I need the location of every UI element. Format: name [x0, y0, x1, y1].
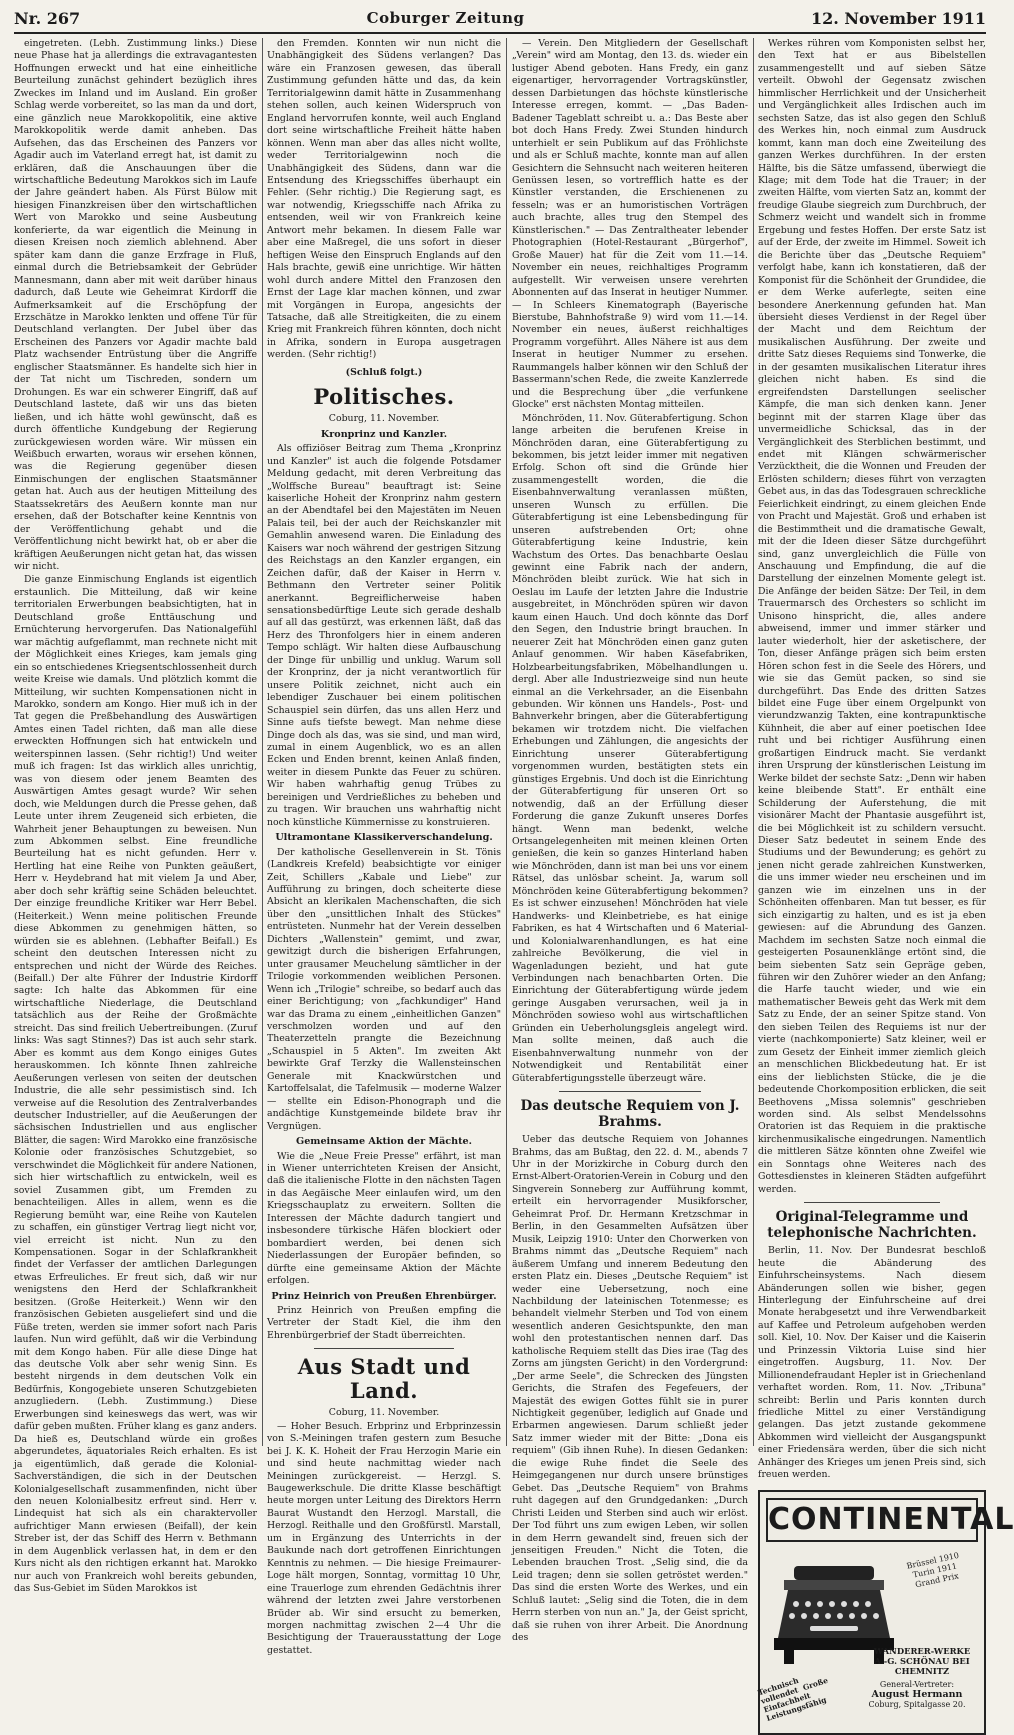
continental-advertisement	[756, 1490, 1014, 1735]
column-1	[14, 38, 257, 1595]
ad-side-note: Technisch vollendet Große Einfachheit Leistungsfähig	[756, 1675, 830, 1723]
column-4	[756, 38, 1014, 1723]
ad-contact	[862, 1680, 972, 1710]
article-paragraph: Die ganze Einmischung Englands ist eigentlich erstaunlich. Die Mitteilung, daß wir keine territorialen Erwerbungen beabsichtigten, hat in Deutschland große Enttäuschung und Ernüchterung hervorgerufen. Das Nationalgefühl war mächtig aufgeflammt, man rechnete nicht mit der Möglichkeit eines Krieges, kam jemals ging ein so entschiedenes Kriegsentschlossenheit durch weite Kreise wie damals. Und plötzlich kommt die Mitteilung, wir suchten Kompensationen nicht in Marokko, sondern am Kongo. Hier muß ich in der Tat gegen die Preßbehandlung des Auswärtigen Amtes einen Tadel richten, daß man alle diese erweckten Hoffnungen sich hat entwickeln und weiterspinnen lassen. (Sehr richtig!) Und weiter muß ich fragen: Ist das wirklich alles unrichtig, was von diesem oder jenem Beamten des Auswärtigen Amtes gesagt wurde? Wir sehen doch, wie Meldungen durch die Presse gehen, daß Leute unter ihrem Zeugeneid sich erbieten, die Wahrheit jener Behauptungen zu beweisen. Nun zum Abkommen selbst. Eine freundliche Beurteilung hat es nicht gefunden. Herr v. Hertling hat eine Reihe von Punkten geäußert, Herr v. Heydebrand hat mit vielem Ja und Aber, aber doch sehr kräftig seine Schäden beleuchtet. Der einzige freundliche Kritiker war Herr Bebel. (Heiterkeit.) Wenn meine politischen Freunde diese Abkommen zu genehmigen hätten, so würden sie es ablehnen. (Lebhafter Beifall.) Es scheint den deutschen Interessen nicht zu entsprechen und nicht der Würde des Reiches. (Beifall.) Der alte Führer der Industrie Kirdorff sagte: Ich halte das Abkommen für eine wirtschaftliche Niederlage, die Deutschland tatsächlich aus der Reihe der Großmächte streicht. Das sind freilich Uebertreibungen. (Zuruf links: Was sagt Stinnes?) Das ist auch sehr stark. Aber es kommt aus dem Kongo einiges Gutes herauskommen. Ich könnte Ihnen zahlreiche Aeußerungen verlesen von seiten der deutschen Industrie, die alle sehr pessimistisch sind. Ich verweise auf die Resolution des Zentralverbandes deutscher Industrieller, auf die Aeußerungen der sächsischen Industriellen und aus englischer Blätter, die sagen: Wird Marokko eine französische Kolonie oder französisches Schutzgebiet, so verschwindet die Möglichkeit für andere Nationen, sich hier wirtschaftlich zu entwickeln, weil es soviel Zusammen gibt, um Fremden zu benachteiligen. Alles in allem, wenn es die Regierung bemüht war, eine Reihe von Kautelen zu schaffen, ein günstiger Vertrag liegt nicht vor, viel erreicht ist nicht. Nun zu den Kompensationen. Sogar in der Schlafkrankheit findet der Verfasser der amtlichen Darlegungen etwas Erfreuliches. Er freut sich, daß wir nur wenigstens den Herd der Schlafkrankheit besitzen. (Große Heiterkeit.) Wenn wir den französischen Gebieten ausgeliefert sind und die Füße treten, werden sie immer sofort nach Paris laufen. Nun wird gefühlt, daß wir die Verbindung mit dem Kongo haben. Für alle diese Dinge hat das deutsche Volk aber sehr wenig Sinn. Es besteht nirgends in dem deutschen Volk ein Bedürfnis, Kongogebiete unseren Schutzgebieten anzugliedern. (Lebh. Zustimmung.) Diese Erwerbungen sind keineswegs das wert, was wir dafür geben mußten. Früher klang es ganz anders. Da hieß es, Deutschland würde ein großes abgerundetes, äquatoriales Reich erhalten. Es ist ja eigentümlich, daß gerade die Kolonial-Sachverständigen, die sich in der Deutschen Kolonialgesellschaft zusammenfinden, nicht über den neuen Kolonialbesitz erfreut sind. Herr v. Lindequist hat sich als ein charaktervoller aufrichtiger Mann erwiesen (Beifall), der kein Streber ist, der das Schiff des Herrn v. Bethmann in dem Augenblick verlassen hat, in dem er den Kurs nicht als den richtigen erkannt hat. Marokko nur auch von Frankreich wohl bereits gebunden, das Sus-Gebiet im Süden Marokkos ist	[14, 574, 257, 1595]
requiem-heading: Das deutsche Requiem von J. Brahms.	[520, 1098, 740, 1131]
column-divider	[753, 38, 754, 1446]
article-paragraph: Berlin, 11. Nov. Der Bundesrat beschloß heute die Abänderung des Einfuhrscheinsystems. Nach diesem Abänderungen sollen wie bisher, gegen Hinterlegung der Einfuhrscheine auf drei Monate herabgesetzt und ihre Verwendbarkeit auf Kaffee und Petroleum aufgehoben werden soll. Kiel, 10. Nov. Der Kaiser und die Kaiserin und Prinzessin Viktoria Luise sind hier eingetroffen. Augsburg, 11. Nov. Der Millionendefraudant Hepler ist in Griechenland verhaftet worden. Rom, 11. Nov. „Tribuna" schreibt: Berlin und Paris konnten durch friedliche Mittel zu einer Verständigung gelangen. Das jetzt zustande gekommene Abkommen wird vielleicht der Ausgangspunkt einer Friedensära werden, über die sich nicht Anhänger des Krieges um jenen Preis sind, sich freuen werden.	[758, 1245, 986, 1481]
section-rule	[314, 1348, 454, 1349]
article-paragraph: Werkes rühren vom Komponisten selbst her, den Text hat er aus Bibelstellen zusammengestellt und auf sieben Sätze verteilt. Obwohl der Gegensatz zwischen himmlischer Herrlichkeit und der Unsicherheit und Vergänglichkeit alles Irdischen auch im sechsten Satze, das ist also gegen den Schluß des Werkes hin, noch einmal zum Ausdruck kommt, kann man doch eine Zweiteilung des ganzen Werkes durchführen. In der ersten Hälfte, bis die Sätze umfassend, überwiegt die Klage; mit dem Tode hat die Trauer; in der zweiten Hälfte, vom vierten Satz an, kommt der freudige Glaube siegreich zum Durchbruch, der Schmerz weicht und wandelt sich in fromme Ergebung und festes Hoffen. Der erste Satz ist auf der Erde, der zweite im Himmel. Soweit ich die Berichte über das „Deutsche Requiem" verfolgt habe, kann ich konstatieren, daß der Komponist für die Schönheit der Grundidee, die er dem Werke auferlegte, seiten eine besondere Anerkennung gefunden hat. Man übersieht dieses Verdienst in der Regel über der Macht und dem Reichtum der musikalischen Ausführung. Der zweite und dritte Satz dieses Requiems sind Tonwerke, die in der gesamten musikalischen Literatur ihres gleichen nicht haben. Es sind die ergreifendsten Darstellungen seelischer Kämpfe, die man sich denken kann. Jener beginnt mit der starren Klage über das unvermeidliche Schicksal, das in der Vergänglichkeit des Sterblichen bestimmt, und endet mit Klängen schwärmerischer Verzücktheit, die die Wonnen und Freuden der Erlösten schildern; dieses führt von verzagten Gebet aus, in das das Todesgrauen schreckliche Feierlichkeit eindringt, zu einem gleichen Ende von Pracht und Majestät. Groß und erhaben ist die Bestimmtheit und die dramatische Gewalt, mit der die Ideen dieser Sätze durchgeführt sind, ganz unvergleichlich die Fülle von Anschauung und Empfindung, die auf die Darstellung der einzelnen Momente gelegt ist. Die Anfänge der beiden Sätze: Der Teil, in dem Trauermarsch des Orchesters so schlicht im Unisono hinspricht, die, alles andere abweisend, immer und immer stärker und lauter wiederholt, hier der asketischere, der Ton, dieser Anfänge prägen sich beim ersten Hören schon fest in die Seele des Hörers, und wie sie das Gemüt packen, so sind sie durchgeführt. Das Ende des dritten Satzes bildet eine Fuge über einem Orgelpunkt von vierundzwanzig Takten, eine kontrapunktische Kühnheit, die aber auf einer poetischen Idee ruht und bei richtiger Ausführung einen großartigen Eindruck macht. Sie verdankt ihren Ursprung der künstlerischen Leistung im Werke bildet der sechste Satz: „Denn wir haben keine bleibende Statt". Er enthält eine Schilderung der Auferstehung, die mit visionärer Macht der Phantasie ausgeführt ist, die bei Möglichkeit ist zu schildern versucht. Dieser Satz bedeutet in seinem Ende des Studiums und der Bewunderung; es gehört zu jenen nicht gerade zahlreichen Kunstwerken, die uns immer wieder neu erscheinen und im ganzen wie im einzelnen uns in der Schönheiten offenbaren. Man tut besser, es für sich einzigartig zu halten, und es ist ja eben gewiesen: auf die Abrundung des Ganzen. Machdem im sechsten Satze noch einmal die gesteigerten Posaunenklänge ertönt sind, die beim siebenten Satz sein Gepräge geben, führen wir den Zuhörer wieder an den Anfang; die Harfe taucht wieder, und wie ein mathematischer Beweis geht das Werk mit dem Satz zu Ende, der an seiner Spitze stand. Von den sieben Teilen des Requiems ist nur der vierte (nachkomponierte) Satz kleiner, weil er zum Gesetz der Einheit immer ziemlich gleich an menschlichen Blickbedeutung hat. Er ist eins der lieblichsten Stücke, die je die bedeutende Chorkomposition erblicken, die seit Beethovens „Missa solemnis" geschrieben worden sind. Als selbst Mendelssohns Oratorien ist das Requiem in die praktische kirchenmusikalische eingedrungen. Namentlich die mittleren Sätze könnten ohne Zweifel wie ein Sonntags ohne Weiteres nach des Gottesdienstes in kleineren Städten aufgeführt werden.	[758, 38, 986, 1195]
article-paragraph: Als offiziöser Beitrag zum Thema „Kronprinz und Kanzler" ist auch die folgende Potsdamer Meldung gedacht, mit deren Verbreitung das „Wolffsche Bureau" beauftragt ist: Seine kaiserliche Hoheit der Kronprinz nahm gestern an der Abendtafel bei den Majestäten im Neuen Palais teil, bei der auch der Reichskanzler mit Gemahlin anwesend waren. Die Einladung des Kaisers war noch während der gestrigen Sitzung des Reichstags an den Kanzler ergangen, ein Zeichen dafür, daß der Kaiser in Herrn v. Bethmann den Vertreter seiner Politik anerkannt. Begreiflicherweise haben sensationsbedürftige Leute sich gerade deshalb auf all das gestürzt, was erkennen läßt, daß das Herz des Thronfolgers hier in einem anderen Tempo schlägt. Wir halten diese Aufbauschung der Dinge für unbillig und unklug. Warum soll der Kronprinz, der ja nicht verantwortlich für unsere Politik zeichnet, nicht auch ein lebendiger Zuschauer bei einem politischen Schauspiel sein dürfen, das uns allen Herz und Sinne aufs tiefste bewegt. Man nehme diese Dinge doch als das, was sie sind, und man wird, zumal in einem Augenblick, wo es an allen Ecken und Enden brennt, keinen Anlaß finden, weiter in diesem Punkte das Feuer zu schüren. Wir haben wahrhaftig genug Trübes zu bereinigen und Verdrießliches zu beheben und zu tragen. Wir brauchen uns wahrhaftig nicht noch künstliche Kümmernisse zu konstruieren.	[267, 443, 501, 828]
masthead-rule	[14, 32, 986, 34]
section-rule	[559, 1091, 701, 1092]
article-paragraph: eingetreten. (Lebh. Zustimmung links.) Diese neue Phase hat ja allerdings die extravagantesten Hoffnungen erweckt und hat eine einheitliche Beurteilung zunächst gehindert bezüglich ihres Zweckes im Inland und im Ausland. Ein großer Schlag werde vorbereitet, so las man da und dort, eine gänzlich neue Marokkopolitik, eine aktive Marokkopolitik werde damit anheben. Das Aufsehen, das das Erscheinen des Panzers vor Agadir auch im Vaterland erregt hat, ist damit zu erklären, daß die Anschauungen über die wirtschaftliche Bedeutung Marokkos sich im Laufe der Jahre geändert haben. Als Fürst Bülow mit hiesigen Finanzkreisen über den wirtschaftlichen Wert von Marokko und seine Ausbeutung konferierte, da war eigentlich die Meinung in diesen Kreisen noch ziemlich ablehnend. Aber später kam dann die ganze Erzfrage in Fluß, einmal durch die Betriebsamkeit der Gebrüder Mannesmann, dann aber mit weit darüber hinaus dadurch, daß Leute wie Geheimrat Kirdorff die Aufmerksamkeit auf die Erschöpfung der Erzschätze in Marokko lenkten und offene Tür für Deutschland verlangten. Der Jubel über das Erscheinen des Panzers vor Agadir machte bald Platz wachsender Entrüstung über die Angriffe englischer Staatsmänner. Es handelte sich hier in der Tat nicht um Tischreden, sondern um Drohungen. Es war ein schwerer Eingriff, daß auf Deutschland lastete, daß wir uns das bieten ließen, und ich hätte wohl gewünscht, daß es durch öffentliche Kundgebung der Regierung zurückgewiesen worden wäre. Wir müssen ein Weißbuch erwarten, woraus wir ersehen können, was die Regierung gegenüber diesen Einmischungen der englischen Staatsmänner getan hat. Auch aus der heutigen Mitteilung des Staatssekretärs des Aeußern konnte man nur ersehen, daß der Botschafter keine Kenntnis von der Veröffentlichung gehabt und die Veröffentlichung nicht bewirkt hat, ob er aber die kräftigen Aeußerungen nicht getan hat, das wissen wir nicht.	[14, 38, 257, 573]
article-paragraph: Mönchröden, 11. Nov. Güterabfertigung. Schon lange arbeiten die berufenen Kreise in Mönchröden daran, eine Güterabfertigung zu bekommen, bis jetzt leider immer mit negativen Erfolg. Schon oft sind die Gründe hier zusammengestellt worden, die die Eisenbahnverwaltung veranlassen müßten, unseren Wunsch zu erfüllen. Die Güterabfertigung ist eine Lebensbedingung für unseren aufstrebenden Ort; ohne Güterabfertigung keine Industrie, kein Wachstum des Ortes. Das benachbarte Oeslau gewinnt eine Fabrik nach der andern, Mönchröden bleibt zurück. Wie hat sich in Oeslau im Laufe der letzten Jahre die Industrie ausgebreitet, in Mönchröden spüren wir davon kaum einen Hauch. Und doch könnte das Dorf den Segen, den Industrie bringt brauchen. In neuerer Zeit hat Mönchröden einen ganz guten Anlauf genommen. Wir haben Käsefabriken, Holzbearbeitungsfabriken, Möbelhandlungen u. dergl. Aber alle Industriezweige sind nun heute einmal an die Verkehrsader, an die Eisenbahn gebunden. Wir können uns Handels-, Post- und Bahnverkehr bringen, aber die Güterabfertigung bekamen wir trotzdem nicht. Die vielfachen Erhebungen und Zählungen, die angesichts der Einrichtung unserer Güterabfertigung vorgenommen wurden, bestätigten stets ein günstiges Ergebnis. Und doch ist die Einrichtung der Güterabfertigung für unseren Ort so notwendig, daß an der Erfüllung dieser Forderung die ganze Zukunft unseres Dorfes hängt. Wenn man bedenkt, welche Ortsangelegenheiten mit meinen kleinen Orten genießen, die kein so ganzes Hinterland haben wie Mönchröden, dann ist man bei uns vor einem Rätsel, das unlösbar scheint. Ja, warum soll Mönchröden keine Güterabfertigung bekommen? Es ist schwer einzusehen! Mönchröden hat viele Handwerks- und Kleinbetriebe, es hat einige Fabriken, es hat 4 Wirtschaften und 6 Material- und Kolonialwarenhandlungen, es hat eine zahlreiche Bevölkerung, die viel in Wagenladungen bezieht, und hat gute Verbindungen nach benachbarten Orten. Die Einrichtung der Güterabfertigung würde jedem geringe Ausgaben verursachen, weil ja in Mönchröden sowieso wohl aus wirtschaftlichen Gründen ein Ueberholungsgleis angelegt wird. Man sollte meinen, daß auch die Eisenbahnverwaltung nunmehr von der Notwendigkeit und Rentabilität einer Güterabfertigungsstelle überzeugt wäre.	[512, 412, 748, 1084]
ad-brand: CONTINENTAL	[766, 1498, 978, 1542]
telegram-heading: Original-Telegramme und telephonische Nachrichten.	[767, 1209, 977, 1242]
article-paragraph: Ueber das deutsche Requiem von Johannes Brahms, das am Bußtag, den 22. d. M., abends 7 Uhr in der Morizkirche in Coburg durch den Ernst-Albert-Oratorien-Verein in Coburg und den Singverein Sonneberg zur Aufführung kommt, erteilt ein hervorragender Musikforscher, Geheimrat Prof. Dr. Hermann Kretzschmar in Berlin, in den Gesammelten Aufsätzen über Musik, Leipzig 1910: Unter den Chorwerken von Brahms nimmt das „Deutsche Requiem" nach äußerem Umfang und innerem Bedeutung den ersten Platz ein. Dieses „Deutsche Requiem" ist weder eine Uebersetzung, noch eine Nachbildung der lateinischen Totenmesse; es behandelt vielmehr Sterben und Tod von einem wesentlich anderen Gesichtspunkte, den man wohl den protestantischen nennen darf. Das katholische Requiem stellt das Dies irae (Tag des Zorns am jüngsten Gericht) in den Vordergrund: „Der arme Seele", die Schrecken des Jüngsten Gerichts, die Strafen des Fegefeuers, der Majestät des ewigen Gottes fühlt sie in purer Nichtigkeit gegenüber, lediglich auf Gnade und Erbarmen angewiesen. Darum schließt jeder Satz immer wieder mit der Bitte: „Dona eis requiem" (Gib ihnen Ruhe). In diesen Gedanken: die ewige Ruhe findet die Seele des Heimgegangenen nur durch unsere brünstiges Gebet. Das „Deutsche Requiem" von Brahms ruht dagegen auf den Grundgedanken: „Durch Christi Leiden und Sterben sind auch wir erlöst. Der Tod führt uns zum ewigen Leben, wir sollen in dem Herrn gewandelt sind, freuen sich der jenseitigen Freuden." Nicht die Toten, die Lebenden brauchen Trost. „Selig sind, die da Leid tragen; denn sie sollen getröstet werden." Das sind die ersten Worte des Werkes, und ein Schluß lautet: „Selig sind die Toten, die in dem Herrn sterben von nun an." Ja, der Geist spricht, daß sie ruhen von ihrer Arbeit. Die Anordnung des	[512, 1134, 748, 1644]
column-divider	[262, 38, 263, 1446]
masthead	[14, 6, 986, 30]
issue-number: Nr. 267	[14, 8, 81, 28]
ad-rep-name: August Hermann	[871, 1688, 963, 1700]
article-paragraph: Wie die „Neue Freie Presse" erfährt, ist man in Wiener unterrichteten Kreisen der Ansicht, daß die italienische Flotte in den nächsten Tagen in das Aegäische Meer einlaufen wird, um den Kriegsschauplatz zu erweitern. Sollten die Interessen der Mächte dadurch tangiert und insbesondere türkische Häfen blockiert oder bombardiert werden, bei denen sich Niederlassungen der Europäer befinden, so dürfte eine gemeinsame Aktion der Mächte erfolgen.	[267, 1150, 501, 1287]
column-divider	[506, 38, 507, 1446]
column-2	[267, 38, 501, 1656]
section-rule	[804, 1202, 941, 1203]
ad-rep-label: General-Vertreter:	[879, 1679, 955, 1689]
article-paragraph: — Verein. Den Mitgliedern der Gesellschaft „Verein" wird am Montag, den 13. ds. wieder ein lustiger Abend geboten. Hans Fredy, ein ganz eigenartiger, hervorragender Vortragskünstler, dessen Darbietungen das höchste künstlerische Interesse erregen, kommt. — „Das Baden-Badener Tageblatt schreibt u. a.: Das Beste aber bot doch Hans Fredy. Zwei Stunden hindurch unterhielt er sein Publikum auf das Fröhlichste und als er Schluß machte, konnte man auf allen Gesichtern die Sehnsucht nach weiteren heiteren Genüssen lesen, so vortrefflich hatte es der Künstler verstanden, die Erschienenen zu fesseln; was er an humoristischen Vorträgen auch brachte, alles trug den Stempel des Künstlerischen." — Das Zentraltheater lebender Photographien (Hotel-Restaurant „Bürgerhof", Große Mauer) hat für die Zeit vom 11.—14. November ein neues, reichhaltiges Programm aufgestellt. Wir verweisen unsere verehrten Abonnenten auf das Inserat in heutiger Nummer. — In Schleers Kinematograph (Bayerische Bierstube, Bahnhofstraße 9) wird vom 11.—14. November ein neues, äußerst reichhaltiges Programm vorgeführt. Alles Nähere ist aus dem Inserat in heutiger Nummer zu ersehen. Raummangels halber können wir den Schluß der Bassermann'schen Rede, die zweite Kanzlerrede und die Besprechung über „die verfunkene Glocke" erst nächsten Montag mitteilen.	[512, 38, 748, 411]
ad-body	[756, 1542, 978, 1727]
paper-name: Coburger Zeitung	[366, 9, 525, 27]
article-paragraph: — Hoher Besuch. Erbprinz und Erbprinzessin von S.-Meiningen trafen gestern zum Besuche bei J. K. K. Hoheit der Frau Herzogin Marie ein und sind heute nachmittag wieder nach Meiningen zurückgereist. — Herzgl. S. Baugewerkschule. Die dritte Klasse beschäftigt heute morgen unter Leitung des Direktors Herrn Baurat Wustandt den Herzogl. Marstall, die Herzogl. Reithalle und den Großfürstl. Marstall, um in Ergänzung des Unterrichts in der Baukunde nach dort getroffenen Einrichtungen Kenntnis zu nehmen. — Die hiesige Freimaurer-Loge hält morgen, Sonntag, vormittag 10 Uhr, eine Trauerloge zum ehrenden Gedächtnis ihrer während der letzten zwei Jahre verstorbenen Brüder ab. Wir sind ersucht zu bemerken, morgen nachmittag zwischen 2—4 Uhr die Besichtigung der Trauerausstattung der Loge gestattet.	[267, 1420, 501, 1656]
column-3	[512, 38, 748, 1644]
ad-maker: WANDERER-WERKE A.-G. SCHÖNAU BEI CHEMNITZ	[873, 1645, 971, 1676]
local-dateline: Coburg, 11. November.	[328, 1407, 440, 1419]
subheading-powers: Gemeinsame Aktion der Mächte.	[296, 1136, 472, 1148]
ad-rep-address: Coburg, Spitalgasse 20.	[868, 1699, 966, 1709]
article-paragraph: Der katholische Gesellenverein in St. Tönis (Landkreis Krefeld) beabsichtigte vor einiger Zeit, Schillers „Kabale und Liebe" zur Aufführung zu bringen, doch scheiterte diese Absicht an klerikalen Machenschaften, die sich über den „unsittlichen Inhalt des Stückes" entrüsteten. Nunmehr hat der Verein desselben Dichters „Wallenstein" gemimt, und zwar, gewitzigt durch die bisherigen Erfahrungen, unter grausamer Meuchelung sämtlicher in der Trilogie vorkommenden weiblichen Personen. Wenn ich „Trilogie" schreibe, so bedarf auch das einer Berichtigung; von „fachkundiger" Hand war das Drama zu einem „einheitlichen Ganzen" verschmolzen worden und auf den Theaterzetteln prangte die Bezeichnung „Schauspiel in 5 Akten". Im zweiten Akt bewirkte Graf Terzky die Wallensteinschen Generale mit Knackwürstchen und Kartoffelsalat, die Tafelmusik — moderne Walzer — stellte ein Edison-Phonograph und die andächtige Kunstgemeinde bildete brav ihr Vergnügen.	[267, 846, 501, 1132]
article-paragraph: Prinz Heinrich von Preußen empfing die Vertreter der Stadt Kiel, die ihm den Ehrenbürgerbrief der Stadt überreichten.	[267, 1304, 501, 1341]
subheading-prince-heinrich: Prinz Heinrich von Preußen Ehrenbürger.	[271, 1290, 497, 1302]
local-news-heading: Aus Stadt und Land.	[297, 1354, 471, 1404]
politics-dateline: Coburg, 11. November.	[328, 413, 440, 425]
politics-heading: Politisches.	[313, 384, 455, 410]
subheading-classics: Ultramontane Klassikerverschandelung.	[275, 832, 493, 844]
issue-date: 12. November 1911	[810, 8, 986, 28]
ad-award: Brüssel 1910 Turin 1911 Grand Prix	[905, 1550, 960, 1590]
continued-note: (Schluß folgt.)	[345, 366, 423, 378]
subheading-crown-prince: Kronprinz und Kanzler.	[320, 428, 448, 440]
article-paragraph: den Fremden. Konnten wir nun nicht die Unabhängigkeit des Südens verlangen? Das wäre ein Franzosen gewesen, das überall Zustimmung gefunden hätte und das, da kein Territorialgewinn damit hätte in Zusammenhang stehen sollen, auch keinen Widerspruch von England hervorrufen konnte, weil auch England dort seine wirtschaftliche Freiheit hätte haben können. Wenn man aber das alles nicht wollte, weder Territorialgewinn noch die Unabhängigkeit des Südens, dann war die Entsendung des Kriegsschiffes überhaupt ein Fehler. (Sehr richtig.) Die Regierung sagt, es war notwendig, Kriegsschiffe nach Afrika zu entsenden, weil wir von Frankreich keine Antwort mehr bekamen. In diesem Falle war aber eine Maßregel, die uns sofort in dieser heftigen Weise den Einspruch Englands auf den Hals brachte, gewiß eine unrichtige. Wir hätten wohl durch andere Mittel den Franzosen den Ernst der Lage klar machen können, und zwar mit Vorgängen in Europa, angesichts der Tatsache, daß alle Streitigkeiten, die zu einem Krieg mit Frankreich führen könnten, doch nicht in Afrika, sondern in Europa ausgetragen werden. (Sehr richtig!)	[267, 38, 501, 361]
